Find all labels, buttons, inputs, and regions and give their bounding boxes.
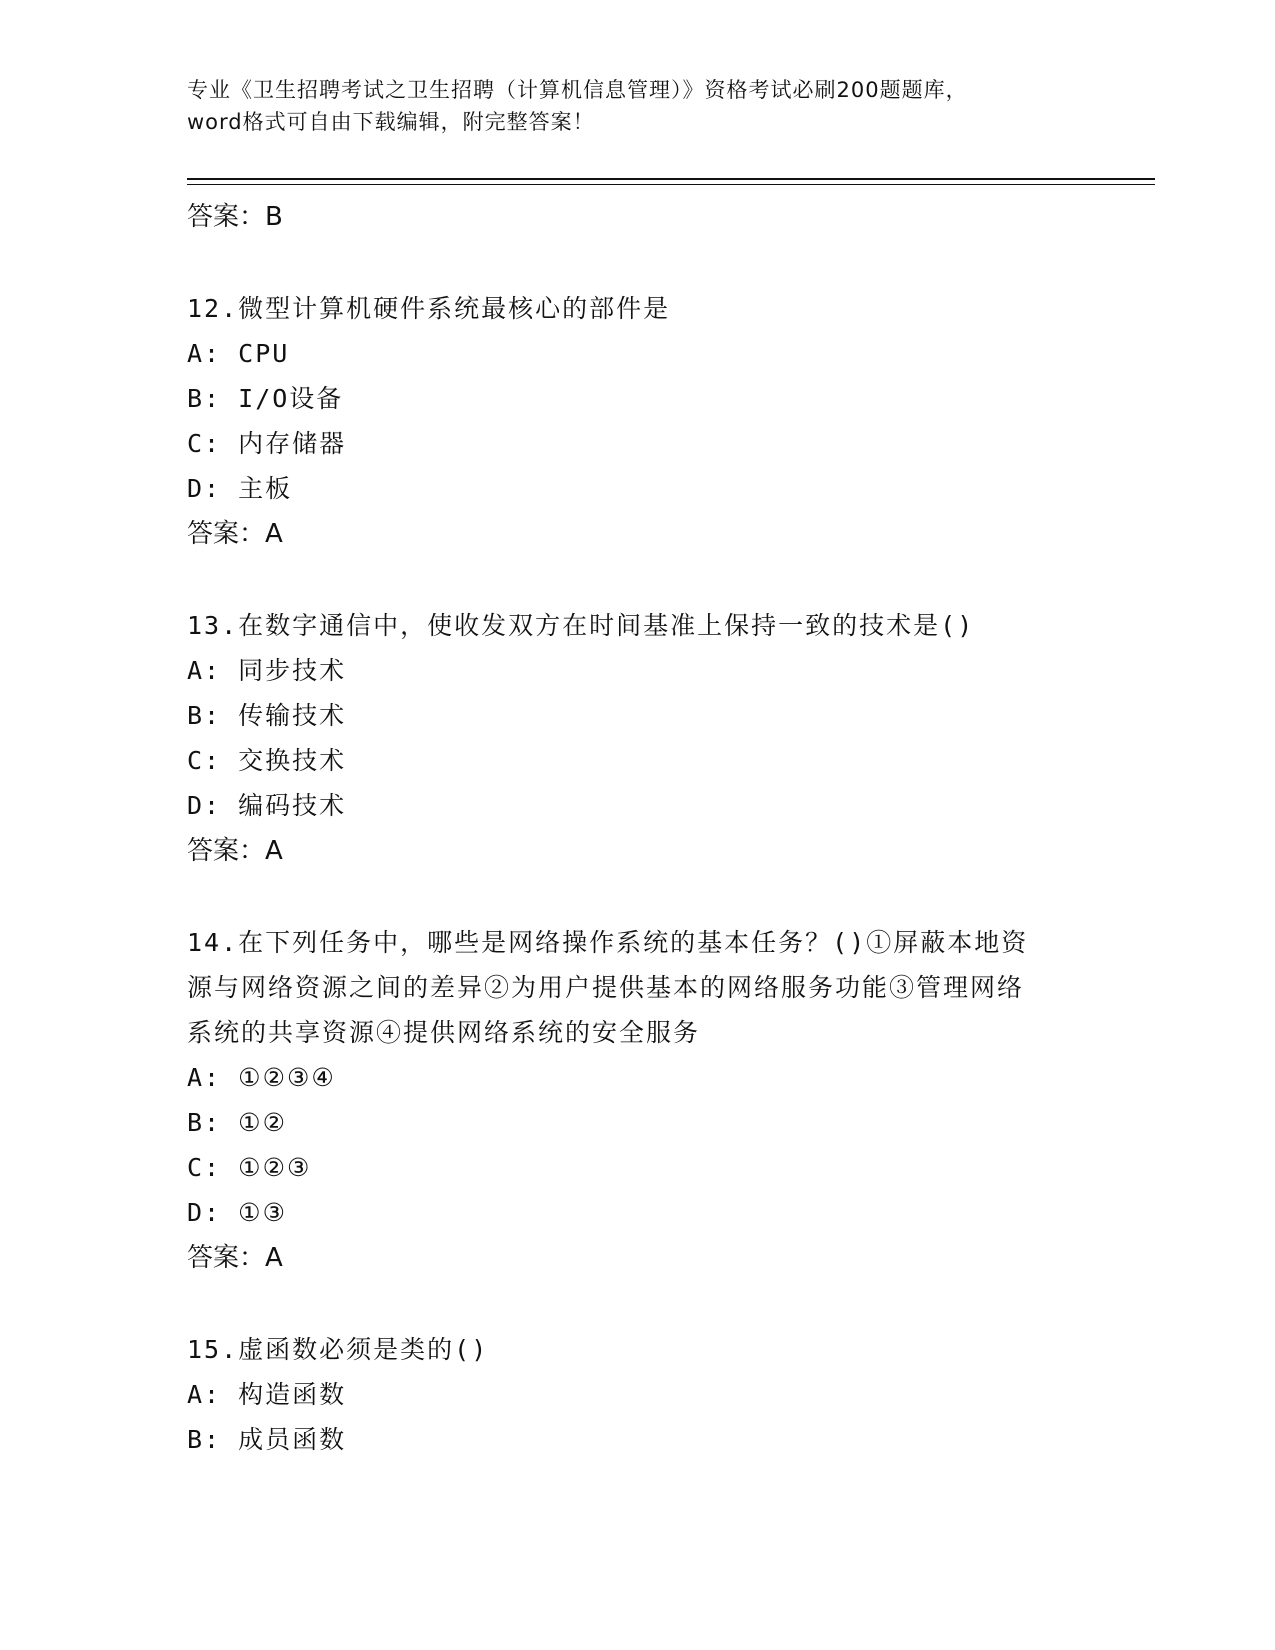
question-stem: 15.虚函数必须是类的() bbox=[187, 1335, 489, 1364]
option-a: A: ①②③④ bbox=[187, 1063, 336, 1092]
answer-line: 答案：B bbox=[187, 202, 283, 232]
header-divider-thin bbox=[187, 184, 1155, 185]
option-c: C: ①②③ bbox=[187, 1153, 312, 1182]
header-divider-thick bbox=[187, 178, 1155, 180]
option-d: D: 主板 bbox=[187, 474, 293, 503]
question-13 bbox=[187, 603, 1087, 874]
question-stem: 12.微型计算机硬件系统最核心的部件是 bbox=[187, 294, 671, 323]
question-stem: 14.在下列任务中，哪些是网络操作系统的基本任务？()①屏蔽本地资源与网络资源之间的差异②为用户提供基本的网络服务功能③管理网络系统的共享资源④提供网络系统的安全服务 bbox=[187, 928, 1029, 1047]
question-list bbox=[187, 190, 1087, 1462]
option-b: B: ①② bbox=[187, 1108, 287, 1137]
header-line-2: word格式可自由下载编辑，附完整答案！ bbox=[187, 110, 595, 134]
option-a: A: 同步技术 bbox=[187, 656, 347, 685]
answer-line: 答案：A bbox=[187, 836, 283, 866]
question-12 bbox=[187, 286, 1087, 557]
option-c: C: 交换技术 bbox=[187, 746, 347, 775]
option-a: A: 构造函数 bbox=[187, 1380, 347, 1409]
option-b: B: I/O设备 bbox=[187, 384, 344, 413]
header-line-1: 专业《卫生招聘考试之卫生招聘（计算机信息管理）》资格考试必刷200题题库， bbox=[187, 78, 968, 102]
option-a: A: CPU bbox=[187, 339, 290, 368]
option-d: D: ①③ bbox=[187, 1198, 287, 1227]
option-c: C: 内存储器 bbox=[187, 429, 347, 458]
answer-line: 答案：A bbox=[187, 519, 283, 549]
question-14 bbox=[187, 920, 1087, 1281]
question-15 bbox=[187, 1327, 1087, 1462]
question-stem: 13.在数字通信中，使收发双方在时间基准上保持一致的技术是() bbox=[187, 611, 975, 640]
option-d: D: 编码技术 bbox=[187, 791, 347, 820]
document-header bbox=[187, 74, 1087, 138]
option-b: B: 成员函数 bbox=[187, 1425, 347, 1454]
option-b: B: 传输技术 bbox=[187, 701, 347, 730]
answer-line: 答案：A bbox=[187, 1243, 283, 1273]
